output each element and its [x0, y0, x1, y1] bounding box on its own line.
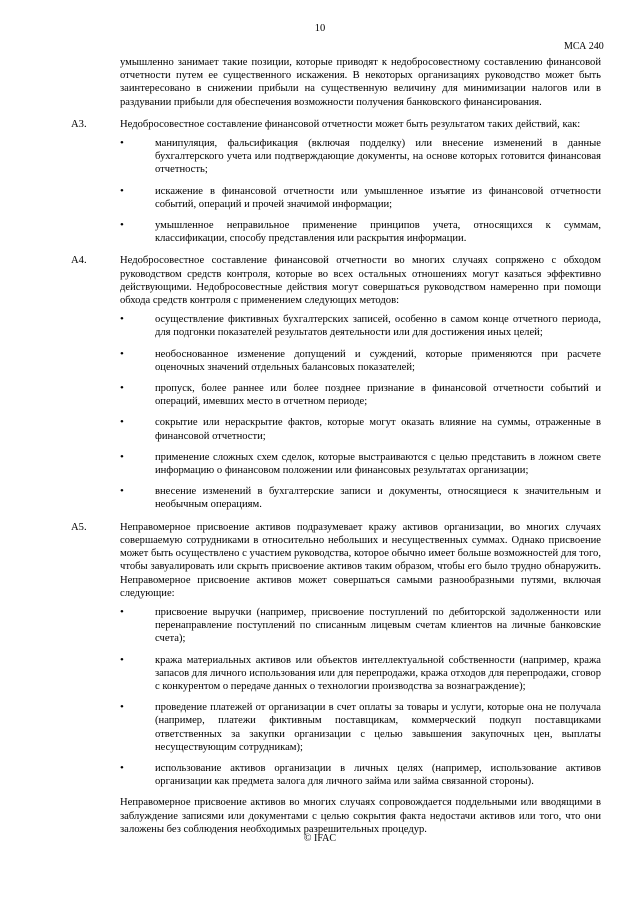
list-item-text: умышленное неправильное применение принципов учета, относящихся к суммам, классификации, способу представления или раскрытия информации.: [155, 220, 601, 245]
list-item: [120, 451, 601, 477]
closing-paragraph: Неправомерное присвоение активов во многих случаях сопровождается поддельными или вводящими в заблуждение записями или документами с целью сокрытия факта недостачи активов или того, что они заложены без соблюдения необходимых разрешительных процедур.: [120, 797, 601, 835]
list-item-text: пропуск, более раннее или более позднее признание в финансовой отчетности событий и операций, имевших место в отчетном периоде;: [155, 383, 601, 408]
bullet-icon: •: [120, 416, 124, 429]
copyright-footer: © IFAC: [303, 833, 337, 844]
list-item-text: присвоение выручки (например, присвоение поступлений по дебиторской задолженности или перенаправление поступлений по списанным лицевым счетам клиентов на личные банковские счета);: [155, 606, 601, 645]
list-item-text: необоснованное изменение допущений и суждений, которые применяются при расчете оценочных значений отдельных балансовых показателей;: [155, 348, 601, 373]
paragraph-a3: [71, 118, 601, 246]
list-item: [120, 382, 601, 408]
paragraph-text: Недобросовестное составление финансовой отчетности может быть результатом таких действий, как:: [120, 118, 581, 130]
list-item: [120, 185, 601, 211]
bullet-icon: •: [120, 485, 124, 498]
paragraph-label: А4.: [71, 255, 87, 267]
list-item: [120, 219, 601, 245]
bullet-icon: •: [120, 701, 124, 714]
bullet-icon: •: [120, 184, 124, 197]
list-item: [120, 485, 601, 511]
paragraph-label: А5.: [71, 521, 87, 533]
bullet-icon: •: [120, 347, 124, 360]
bullet-icon: •: [120, 137, 124, 150]
list-item-text: проведение платежей от организации в счет оплаты за товары и услуги, которые она не получала (например, платежи фиктивным поставщикам, коммерческий подкуп поставщиками ответственных за закупки организации с целью завышения закупочных цен, выплаты несуществующим сотрудникам);: [155, 702, 601, 753]
list-item: [120, 313, 601, 339]
list-item: [120, 654, 601, 694]
list-item: [120, 701, 601, 754]
list-item-text: кража материальных активов или объектов интеллектуальной собственности (например, кража запасов для личного использования или для перепродажи, кража отходов для перепродажи, сговор с конкурентом о передаче данных о технологии производства за вознаграждение);: [155, 654, 601, 692]
document-body: [71, 56, 601, 836]
bullet-list: [120, 606, 601, 788]
list-item: [120, 137, 601, 177]
bullet-icon: •: [120, 653, 124, 666]
standard-code: МСА 240: [564, 41, 604, 52]
list-item: [120, 348, 601, 374]
bullet-icon: •: [120, 605, 124, 618]
paragraph-a5: [71, 521, 601, 789]
list-item-text: применение сложных схем сделок, которые выстраиваются с целью представить в ложном свете информацию о финансовом положении или финансовых результатах организации;: [155, 451, 601, 477]
page-number: 10: [314, 23, 326, 34]
bullet-list: [120, 137, 601, 245]
list-item-text: использование активов организации в личных целях (например, использование активов организации как предмета залога для личного займа или займа связанной стороны).: [155, 762, 601, 788]
list-item: [120, 762, 601, 788]
list-item-text: искажение в финансовой отчетности или умышленное изъятие из финансовой отчетности событий, операций и прочей значимой информации;: [155, 185, 601, 210]
paragraph-text: Неправомерное присвоение активов подразумевает кражу активов организации, во многих случаях совершаемую сотрудниками в относительно небольших и несущественных суммах. Однако присвоение может быть осуществлено с участием руководства, которое обычно имеет больше возможностей для того, чтобы завуалировать или скрыть присвоение активов таким образом, чтобы его было трудно обнаружить. Неправомерное присвоение активов может совершаться самыми разнообразными путями, включая следующие:: [120, 521, 601, 599]
bullet-icon: •: [120, 450, 124, 463]
list-item-text: манипуляция, фальсификация (включая подделку) или внесение изменений в данные бухгалтерского учета или подтверждающие документы, на основе которых готовится финансовая отчетность;: [155, 138, 601, 176]
list-item-text: внесение изменений в бухгалтерские записи и документы, относящиеся к значительным и необычным операциям.: [155, 486, 601, 511]
list-item-text: сокрытие или нераскрытие фактов, которые могут оказать влияние на суммы, отраженные в финансовой отчетности;: [155, 417, 601, 442]
intro-paragraph: умышленно занимает такие позиции, которые приводят к недобросовестному составлению финансовой отчетности путем ее существенного искажения. В некоторых организациях руководство может быть заинтересовано в снижении прибыли на существенную величину для минимизации налогов или в раздувании прибыли для обеспечения возможности получения банковского финансирования.: [120, 57, 601, 108]
paragraph-text: Недобросовестное составление финансовой отчетности во многих случаях сопряжено с обходом руководством средств контроля, которые во всех остальных отношениях могут казаться эффективно действующими. Недобросовестные действия могут совершаться руководством намеренно при помощи обхода средств контроля с применением следующих методов:: [120, 255, 601, 307]
list-item: [120, 416, 601, 442]
paragraph-label: А3.: [71, 118, 87, 130]
paragraph-a4: [71, 254, 601, 511]
bullet-icon: •: [120, 382, 124, 395]
bullet-icon: •: [120, 761, 124, 774]
bullet-icon: •: [120, 219, 124, 232]
list-item-text: осуществление фиктивных бухгалтерских записей, особенно в самом конце отчетного периода, для подгонки показателей результатов деятельности или для достижения иных целей;: [155, 314, 601, 339]
bullet-list: [120, 313, 601, 511]
bullet-icon: •: [120, 313, 124, 326]
list-item: [120, 606, 601, 646]
